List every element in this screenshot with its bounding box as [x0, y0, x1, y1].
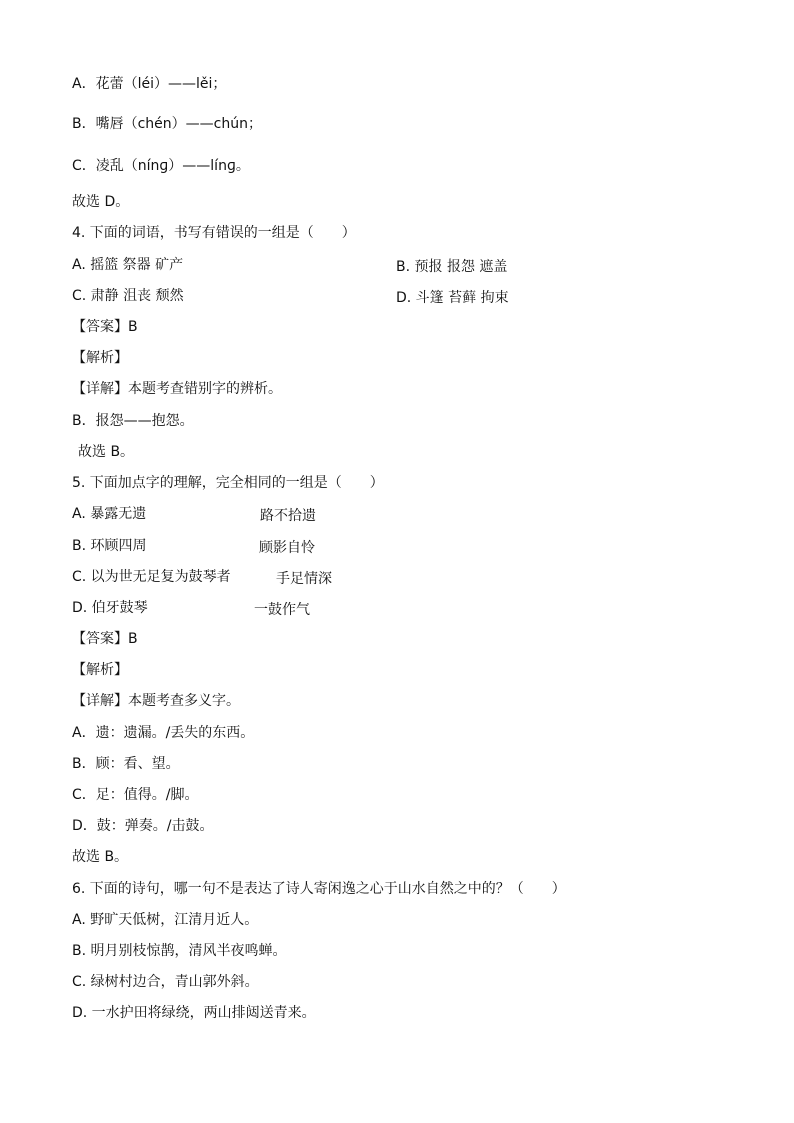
question-5-option-a-left: A. 暴露无遗 [72, 506, 147, 522]
question-5-note-d: D．鼓：弹奏。/击鼓。 [72, 818, 214, 834]
question-4-option-a: A. 摇篮 祭器 矿产 [72, 257, 184, 273]
question-4-note: B．报怨——抱怨。 [72, 413, 194, 429]
question-5-detail: 【详解】本题考查多义字。 [72, 693, 240, 709]
question-5-option-d [72, 599, 148, 617]
question-5-option-a [72, 505, 146, 523]
explanation-line-c: C．凌乱（nínɡ）——línɡ。 [72, 158, 250, 174]
question-5-option-b-left: B. 环顾四周 [72, 538, 147, 554]
question-4-analysis-label: 【解析】 [72, 350, 128, 366]
question-5-option-b-right: 顾影自怜 [259, 540, 315, 556]
question-6-option-a: A. 野旷天低树，江清月近人。 [72, 912, 259, 928]
question-4-detail: 【详解】本题考查错别字的辨析。 [72, 381, 282, 397]
question-5-option-c [72, 568, 231, 586]
question-5-note-b: B．顾：看、望。 [72, 756, 180, 772]
question-5-conclusion: 故选 B。 [72, 849, 129, 865]
explanation-line-a: A．花蕾（léi）——lěi； [72, 76, 227, 92]
explanation-line-b: B．嘴唇（chén）——chún； [72, 116, 262, 132]
question-5-option-a-right: 路不拾遗 [260, 508, 316, 524]
question-4-conclusion: 故选 B。 [78, 444, 135, 460]
question-5-note-a: A．遗：遗漏。/丢失的东西。 [72, 725, 255, 741]
question-4-option-c: C. 肃静 沮丧 颓然 [72, 288, 184, 304]
explanation-conclusion: 故选 D。 [72, 194, 130, 210]
question-5-option-c-left: C. 以为世无足复为鼓琴者 [72, 569, 231, 585]
question-5-stem: 5. 下面加点字的理解，完全相同的一组是（ ） [72, 475, 384, 491]
question-4-option-b: B. 预报 报怨 遮盖 [396, 259, 508, 275]
question-5-note-c: C．足：值得。/脚。 [72, 787, 199, 803]
question-4-answer: 【答案】B [72, 319, 138, 335]
question-6-option-b: B. 明月别枝惊鹊，清风半夜鸣蝉。 [72, 943, 287, 959]
question-4-stem: 4. 下面的词语，书写有错误的一组是（ ） [72, 225, 356, 241]
question-5-answer: 【答案】B [72, 631, 138, 647]
question-5-analysis-label: 【解析】 [72, 662, 128, 678]
question-6-option-c: C. 绿树村边合，青山郭外斜。 [72, 974, 259, 990]
question-5-option-c-right: 手足情深 [276, 571, 332, 587]
question-5-option-d-left: D. 伯牙鼓琴 [72, 600, 148, 616]
question-4-option-d: D. 斗篷 苔藓 拘束 [396, 290, 509, 306]
question-5-option-d-right: 一鼓作气 [254, 602, 310, 618]
question-6-stem: 6. 下面的诗句，哪一句不是表达了诗人寄闲逸之心于山水自然之中的？（ ） [72, 881, 566, 897]
question-5-option-b [72, 537, 147, 555]
question-6-option-d: D. 一水护田将绿绕，两山排闼送青来。 [72, 1005, 316, 1021]
